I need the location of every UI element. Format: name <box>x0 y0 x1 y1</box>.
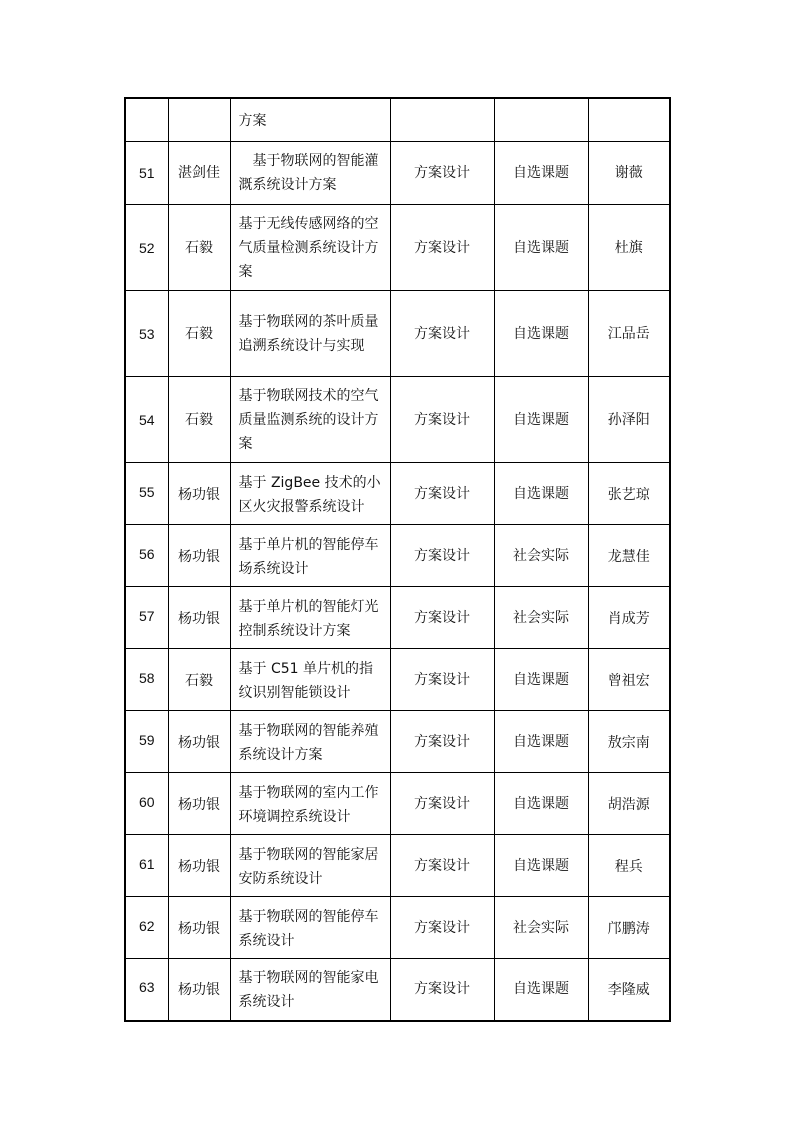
type-cell: 方案设计 <box>390 897 494 959</box>
student-cell: 肖成芳 <box>588 587 670 649</box>
adviser-cell <box>168 98 230 142</box>
student-cell: 邝鹏涛 <box>588 897 670 959</box>
student-cell: 程兵 <box>588 835 670 897</box>
source-cell <box>494 98 588 142</box>
table-row <box>125 377 670 463</box>
type-cell: 方案设计 <box>390 377 494 463</box>
source-cell: 自选课题 <box>494 835 588 897</box>
type-cell: 方案设计 <box>390 711 494 773</box>
adviser-cell: 杨功银 <box>168 711 230 773</box>
type-cell: 方案设计 <box>390 525 494 587</box>
number-cell <box>125 98 168 142</box>
source-cell: 自选课题 <box>494 649 588 711</box>
adviser-cell: 湛剑佳 <box>168 142 230 205</box>
table-row <box>125 959 670 1021</box>
student-cell: 江品岳 <box>588 291 670 377</box>
source-cell: 自选课题 <box>494 205 588 291</box>
student-cell: 杜旗 <box>588 205 670 291</box>
type-cell: 方案设计 <box>390 835 494 897</box>
table-row-continued <box>125 98 670 142</box>
source-cell: 社会实际 <box>494 897 588 959</box>
number-cell: 54 <box>125 377 168 463</box>
number-cell: 61 <box>125 835 168 897</box>
student-cell: 孙泽阳 <box>588 377 670 463</box>
type-cell: 方案设计 <box>390 587 494 649</box>
adviser-cell: 杨功银 <box>168 959 230 1021</box>
title-cell: 基于物联网的智能家居安防系统设计 <box>230 835 390 897</box>
number-cell: 63 <box>125 959 168 1021</box>
source-cell: 自选课题 <box>494 291 588 377</box>
title-cell: 基于物联网的智能养殖系统设计方案 <box>230 711 390 773</box>
title-cell: 基于物联网的智能灌溉系统设计方案 <box>230 142 390 205</box>
student-cell: 谢薇 <box>588 142 670 205</box>
adviser-cell: 杨功银 <box>168 897 230 959</box>
number-cell: 51 <box>125 142 168 205</box>
number-cell: 53 <box>125 291 168 377</box>
table-row <box>125 463 670 525</box>
source-cell: 社会实际 <box>494 525 588 587</box>
adviser-cell: 杨功银 <box>168 463 230 525</box>
adviser-cell: 石毅 <box>168 377 230 463</box>
source-cell: 自选课题 <box>494 711 588 773</box>
number-cell: 62 <box>125 897 168 959</box>
table-row <box>125 773 670 835</box>
number-cell: 60 <box>125 773 168 835</box>
title-cell: 基于单片机的智能停车场系统设计 <box>230 525 390 587</box>
title-cell: 基于物联网的室内工作环境调控系统设计 <box>230 773 390 835</box>
title-cell: 方案 <box>230 98 390 142</box>
number-cell: 57 <box>125 587 168 649</box>
adviser-cell: 杨功银 <box>168 835 230 897</box>
table-row <box>125 835 670 897</box>
table-row <box>125 205 670 291</box>
table-row <box>125 897 670 959</box>
title-cell: 基于 C51 单片机的指纹识别智能锁设计 <box>230 649 390 711</box>
adviser-cell: 杨功银 <box>168 525 230 587</box>
source-cell: 自选课题 <box>494 463 588 525</box>
student-cell: 张艺琼 <box>588 463 670 525</box>
student-cell: 李隆威 <box>588 959 670 1021</box>
title-cell: 基于物联网技术的空气质量监测系统的设计方案 <box>230 377 390 463</box>
student-cell <box>588 98 670 142</box>
source-cell: 自选课题 <box>494 959 588 1021</box>
source-cell: 社会实际 <box>494 587 588 649</box>
student-cell: 胡浩源 <box>588 773 670 835</box>
title-cell: 基于无线传感网络的空气质量检测系统设计方案 <box>230 205 390 291</box>
source-cell: 自选课题 <box>494 142 588 205</box>
type-cell: 方案设计 <box>390 959 494 1021</box>
adviser-cell: 石毅 <box>168 291 230 377</box>
student-cell: 龙慧佳 <box>588 525 670 587</box>
adviser-cell: 石毅 <box>168 205 230 291</box>
type-cell: 方案设计 <box>390 773 494 835</box>
title-cell: 基于 ZigBee 技术的小区火灾报警系统设计 <box>230 463 390 525</box>
table-row <box>125 142 670 205</box>
type-cell: 方案设计 <box>390 291 494 377</box>
type-cell: 方案设计 <box>390 142 494 205</box>
type-cell: 方案设计 <box>390 649 494 711</box>
number-cell: 52 <box>125 205 168 291</box>
student-cell: 曾祖宏 <box>588 649 670 711</box>
source-cell: 自选课题 <box>494 377 588 463</box>
source-cell: 自选课题 <box>494 773 588 835</box>
adviser-cell: 杨功银 <box>168 773 230 835</box>
adviser-cell: 石毅 <box>168 649 230 711</box>
number-cell: 55 <box>125 463 168 525</box>
title-cell: 基于单片机的智能灯光控制系统设计方案 <box>230 587 390 649</box>
number-cell: 56 <box>125 525 168 587</box>
topics-table <box>124 97 671 1022</box>
table-row <box>125 649 670 711</box>
title-cell: 基于物联网的茶叶质量追溯系统设计与实现 <box>230 291 390 377</box>
adviser-cell: 杨功银 <box>168 587 230 649</box>
table-row <box>125 587 670 649</box>
type-cell <box>390 98 494 142</box>
number-cell: 59 <box>125 711 168 773</box>
number-cell: 58 <box>125 649 168 711</box>
table-row <box>125 525 670 587</box>
title-cell: 基于物联网的智能停车系统设计 <box>230 897 390 959</box>
type-cell: 方案设计 <box>390 205 494 291</box>
table-row <box>125 291 670 377</box>
type-cell: 方案设计 <box>390 463 494 525</box>
student-cell: 敖宗南 <box>588 711 670 773</box>
table-row <box>125 711 670 773</box>
title-cell: 基于物联网的智能家电系统设计 <box>230 959 390 1021</box>
